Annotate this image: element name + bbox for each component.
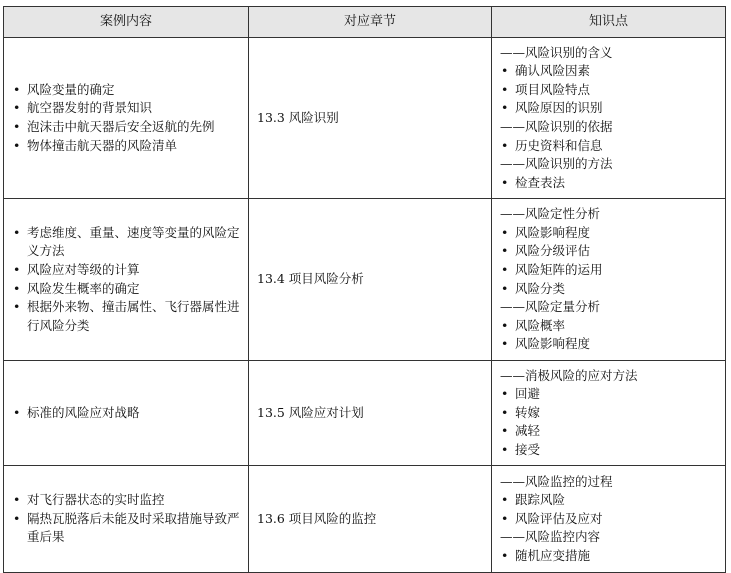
case-cell	[4, 361, 249, 466]
knowledge-item: • 项目风险特点	[498, 81, 719, 100]
header-chapter: 对应章节	[249, 7, 492, 38]
knowledge-heading: ——风险识别的依据	[500, 119, 613, 134]
case-item: • 风险发生概率的确定	[10, 280, 242, 299]
case-item: • 风险变量的确定	[10, 81, 242, 100]
header-case-content: 案例内容	[4, 7, 249, 38]
knowledge-heading: ——风险识别的含义	[500, 44, 613, 60]
knowledge-item: • 跟踪风险	[498, 491, 719, 510]
section-cell: 13.3 风险识别	[249, 38, 492, 199]
table-row	[4, 466, 726, 573]
knowledge-item: • 风险影响程度	[498, 224, 719, 243]
section-cell: 13.6 项目风险的监控	[249, 466, 492, 573]
knowledge-item: • 转嫁	[498, 404, 719, 423]
knowledge-item: • 风险原因的识别	[498, 99, 719, 118]
knowledge-item: • 风险矩阵的运用	[498, 261, 719, 280]
case-item: • 航空器发射的背景知识	[10, 99, 242, 118]
knowledge-item: • 风险分级评估	[498, 242, 719, 261]
knowledge-cell	[492, 38, 726, 199]
case-cell	[4, 199, 249, 361]
knowledge-item: • 接受	[498, 441, 719, 460]
header-row	[4, 7, 726, 38]
knowledge-item: • 历史资料和信息	[498, 137, 719, 156]
header-knowledge-points: 知识点	[492, 7, 726, 38]
knowledge-heading: ——风险定量分析	[500, 299, 601, 315]
knowledge-item: • 风险分类	[498, 280, 719, 299]
table-row	[4, 199, 726, 361]
case-cell	[4, 466, 249, 573]
case-knowledge-table	[3, 6, 726, 573]
knowledge-heading: ——风险识别的方法	[500, 156, 613, 172]
knowledge-item: • 风险影响程度	[498, 335, 719, 354]
case-item: • 风险应对等级的计算	[10, 261, 242, 280]
knowledge-cell	[492, 361, 726, 466]
case-item: • 对飞行器状态的实时监控	[10, 491, 242, 510]
knowledge-item: • 回避	[498, 385, 719, 404]
case-item: • 物体撞击航天器的风险清单	[10, 137, 242, 156]
table-row	[4, 361, 726, 466]
knowledge-cell	[492, 199, 726, 361]
knowledge-item: • 减轻	[498, 422, 719, 441]
knowledge-item: • 风险评估及应对	[498, 510, 719, 529]
case-item: • 根据外来物、撞击属性、飞行器属性进行风险分类	[10, 298, 242, 335]
knowledge-item: • 随机应变措施	[498, 547, 719, 566]
case-item: • 隔热瓦脱落后未能及时采取措施导致严重后果	[10, 510, 242, 547]
case-item: • 标准的风险应对战略	[10, 404, 242, 423]
knowledge-heading: ——风险定性分析	[500, 206, 601, 222]
case-item: • 泡沫击中航天器后安全返航的先例	[10, 118, 242, 137]
knowledge-item: • 风险概率	[498, 317, 719, 336]
knowledge-item: • 检查表法	[498, 174, 719, 193]
knowledge-heading: ——消极风险的应对方法	[500, 367, 638, 383]
table-row	[4, 38, 726, 199]
section-cell: 13.5 风险应对计划	[249, 361, 492, 466]
knowledge-cell	[492, 466, 726, 573]
knowledge-heading: ——风险监控内容	[500, 529, 601, 545]
case-cell	[4, 38, 249, 199]
case-item: • 考虑维度、重量、速度等变量的风险定义方法	[10, 224, 242, 261]
knowledge-heading: ——风险监控的过程	[500, 473, 613, 489]
knowledge-item: • 确认风险因素	[498, 62, 719, 81]
section-cell: 13.4 项目风险分析	[249, 199, 492, 361]
